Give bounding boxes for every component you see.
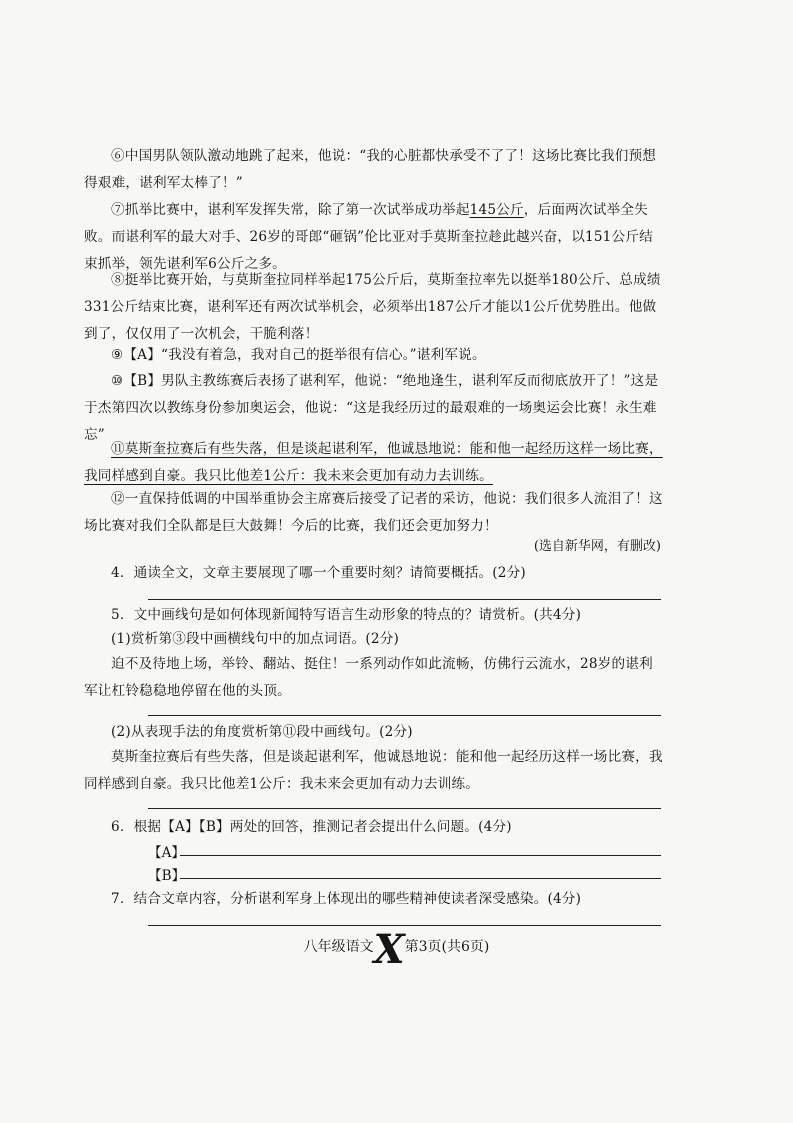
- question-5: 5．文中画线句是如何体现新闻特写语言生动形象的特点的？请赏析。(共4分): [111, 607, 582, 623]
- answer-line-a[interactable]: [180, 855, 661, 856]
- answer-line-q4[interactable]: [148, 599, 661, 600]
- question-5-2: (2)从表现手法的角度赏析第⑪段中画线句。(2分): [111, 724, 413, 740]
- paragraph-12: ⑫一直保持低调的中国举重协会主席赛后接受了记者的采访，他说：我们很多人流泪了！这场比赛对我们全队都是巨大鼓舞！今后的比赛，我们还会更加努力！: [84, 491, 663, 534]
- x-mark-icon: X: [373, 926, 405, 973]
- paragraph-8: ⑧挺举比赛开始，与莫斯奎拉同样举起175公斤后，莫斯奎拉率先以挺举180公斤、总成绩331公斤结束比赛，谌利军还有两次试举机会，必须举出187公斤才能以1公斤优势胜出。他做到了，仅仅用了一次机会，干脆利落！: [84, 272, 661, 342]
- answer-line-q5-1[interactable]: [148, 715, 661, 716]
- paragraph-10: ⑩【B】男队主教练赛后表扬了谌利军，他说：“绝地逢生，谌利军反而彻底放开了！”这是于杰第四次以教练身份参加奥运会，他说：“这是我经历过的最艰难的一场奥运会比赛！永生难忘”: [84, 373, 659, 443]
- footer-subject: 八年级语文: [303, 939, 374, 955]
- paragraph-11: ⑪莫斯奎拉赛后有些失落，但是谈起谌利军，他诚恳地说：能和他一起经历这样一场比赛，我同样感到自豪。我只比他差1公斤：我未来会更加有动力去训练。: [84, 441, 663, 484]
- question-5-1: (1)赏析第③段中画横线句中的加点词语。(2分): [111, 631, 399, 647]
- paragraph-7: [84, 197, 664, 278]
- answer-line-b[interactable]: [180, 878, 661, 879]
- source-note: (选自新华网，有删改): [533, 539, 661, 554]
- question-7: 7．结合文章内容，分析谌利军身上体现出的哪些精神使读者深受感染。(4分): [111, 891, 582, 907]
- answer-line-q5-2[interactable]: [148, 808, 661, 809]
- paragraph-7-underlined: 145公斤: [469, 202, 524, 218]
- question-6: 6．根据【A】【B】两处的回答，推测记者会提出什么问题。(4分): [111, 819, 512, 835]
- paragraph-7-part-a: ⑦抓举比赛中，谌利军发挥失常，除了第一次试举成功举起: [111, 202, 470, 218]
- paragraph-6: ⑥中国男队领队激动地跳了起来，他说：“我的心脏都快承受不了了！这场比赛比我们预想得艰难，谌利军太棒了！”: [84, 148, 657, 191]
- paragraph-9: ⑨【A】“我没有着急，我对自己的挺举很有信心。”谌利军说。: [111, 347, 486, 363]
- paragraph-7-part-b: ，后面两次试举全失败。而谌利军的最大对手、26岁的哥郎“砸锅”伦比亚对手莫斯奎拉趁此越兴奋，以151公斤结束抓举，领先谌利军6公斤之多。: [84, 202, 653, 272]
- question-5-1-text: 迫不及待地上场，举铃、翻站、挺住！一系列动作如此流畅，仿佛行云流水，28岁的谌利军让杠铃稳稳地停留在他的头顶。: [84, 656, 653, 699]
- answer-label-a: 【A】: [148, 845, 186, 861]
- page-footer: [0, 926, 793, 973]
- footer-page-number: 第3页(共6页): [404, 939, 490, 955]
- question-5-2-text: 莫斯奎拉赛后有些失落，但是谈起谌利军，他诚恳地说：能和他一起经历这样一场比赛，我同样感到自豪。我只比他差1公斤：我未来会更加有动力去训练。: [84, 749, 663, 792]
- question-4: 4．通读全文，文章主要展现了哪一个重要时刻？请简要概括。(2分): [111, 565, 526, 581]
- answer-label-b: 【B】: [148, 868, 186, 884]
